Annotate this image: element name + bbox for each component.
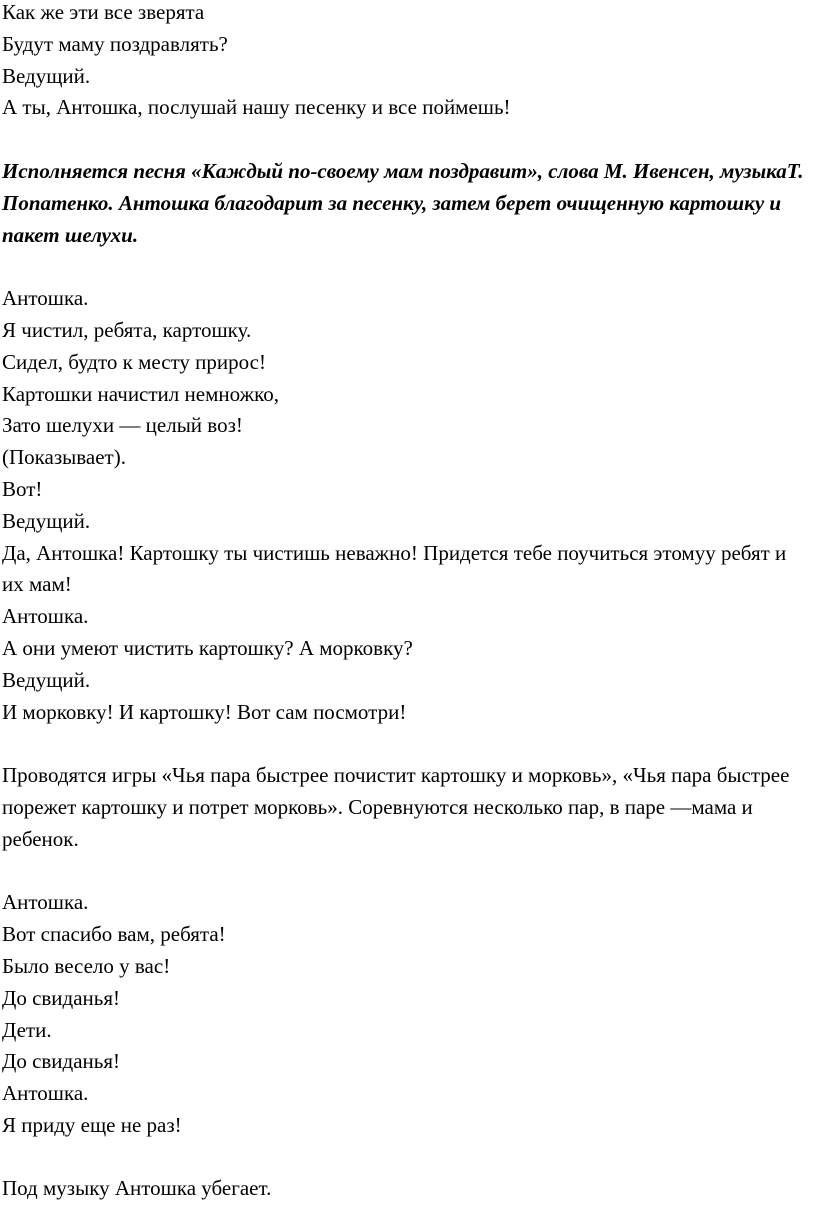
verse-line: До свиданья! bbox=[2, 1049, 121, 1074]
verse-line: Я приду еще не раз! bbox=[2, 1112, 182, 1137]
dialogue-paragraph: Да, Антошка! Картошку ты чистишь неважно! Придется тебе поучиться этомуу ребят и их мам! bbox=[2, 540, 787, 597]
speaker-label: Ведущий. bbox=[2, 63, 91, 88]
speaker-label: Антошка. bbox=[2, 1081, 89, 1106]
final-stage-direction: Под музыку Антошка убегает. bbox=[2, 1176, 272, 1201]
verse-line: Я чистил, ребята, картошку. bbox=[2, 317, 252, 342]
verse-line: Зато шелухи — целый воз! bbox=[2, 413, 243, 438]
speaker-label: Антошка. bbox=[2, 890, 89, 915]
blank-line bbox=[2, 856, 816, 888]
verse-line: Было весело у вас! bbox=[2, 953, 171, 978]
dialogue-line: Вот! bbox=[2, 476, 43, 501]
verse-line: Картошки начистил немножко, bbox=[2, 381, 279, 406]
stage-direction: Исполняется песня «Каждый по-своему мам поздравит», слова М. Ивенсен, музыкаТ. Попатенко. Антошка благодарит за песенку, затем берет очищенную картошку и пакет шелухи. bbox=[2, 158, 804, 247]
blank-line bbox=[2, 124, 816, 156]
verse-line: Будут маму поздравлять? bbox=[2, 31, 228, 56]
games-paragraph: Проводятся игры «Чья пара быстрее почистит картошку и морковь», «Чья пара быстрее порежет картошку и потрет морковь». Соревнуются несколько пар, в паре —мама и ребенок. bbox=[2, 763, 790, 851]
speaker-label: Антошка. bbox=[2, 604, 89, 629]
speaker-label: Дети. bbox=[2, 1017, 52, 1042]
verse-line: Сидел, будто к месту прирос! bbox=[2, 349, 266, 374]
speaker-label: Ведущий. bbox=[2, 508, 91, 533]
speaker-label: Ведущий. bbox=[2, 667, 91, 692]
verse-line: Вот спасибо вам, ребята! bbox=[2, 922, 226, 947]
blank-line bbox=[2, 728, 816, 760]
verse-line: Как же эти все зверята bbox=[2, 0, 205, 24]
blank-line bbox=[2, 251, 816, 283]
speaker-label: Антошка. bbox=[2, 286, 89, 311]
stage-note: (Показывает). bbox=[2, 445, 126, 470]
dialogue-line: А они умеют чистить картошку? А морковку? bbox=[2, 635, 413, 660]
dialogue-line: А ты, Антошка, послушай нашу песенку и все поймешь! bbox=[2, 95, 511, 120]
verse-line: До свиданья! bbox=[2, 985, 121, 1010]
dialogue-line: И морковку! И картошку! Вот сам посмотри! bbox=[2, 699, 407, 724]
blank-line bbox=[2, 1142, 816, 1174]
